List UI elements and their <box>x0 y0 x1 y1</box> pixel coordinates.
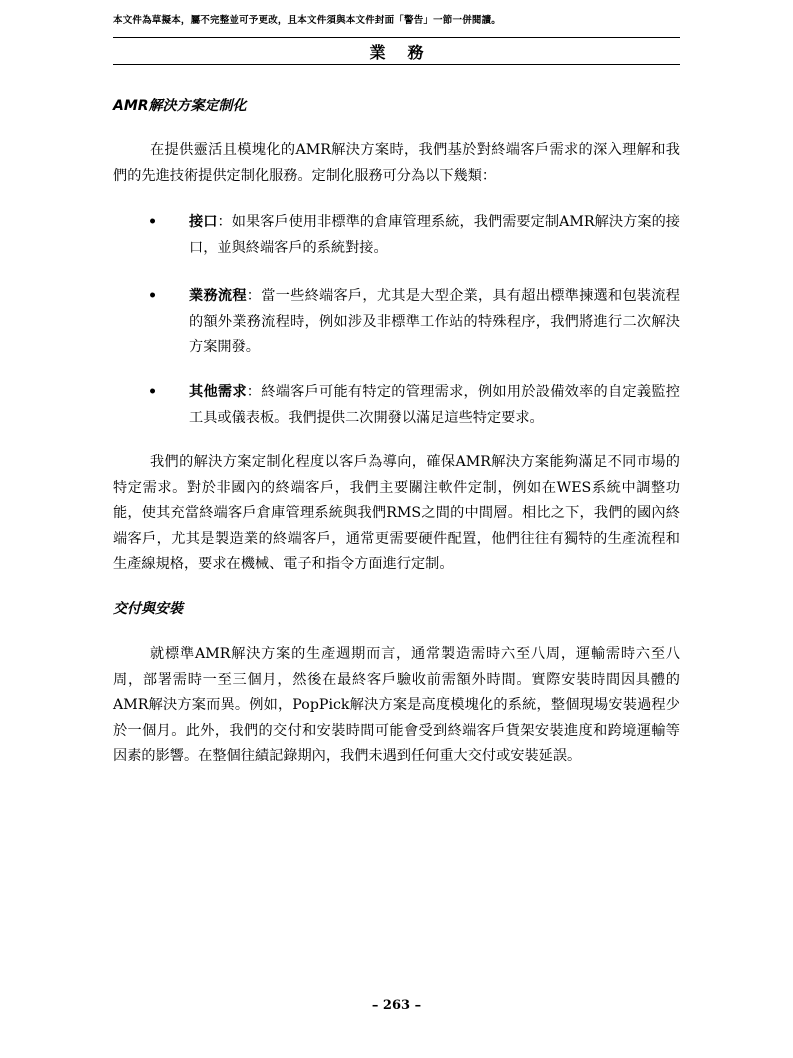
bullet-label: 其他需求 <box>189 384 247 400</box>
bullet-separator: ： <box>246 384 262 400</box>
bullet-body: 當一些終端客戶，尤其是大型企業，具有超出標準揀選和包裝流程的額外業務流程時，例如涉及非標準工作站的特殊程序，我們將進行二次解決方案開發。 <box>189 288 680 355</box>
heading-amr-customization: AMR解決方案定制化 <box>113 98 247 114</box>
header-bottom-rule <box>113 64 680 65</box>
bullet-text <box>189 284 680 361</box>
bullet-separator: ： <box>217 214 232 230</box>
paragraph-customization-intro: 在提供靈活且模塊化的AMR解決方案時，我們基於對終端客戶需求的深入理解和我們的先進技術提供定制化服務。定制化服務可分為以下幾類： <box>113 142 680 184</box>
bullet-marker: • <box>148 384 158 400</box>
bullet-separator: ： <box>246 288 262 304</box>
section-title: 業務 <box>369 43 446 62</box>
paragraph-delivery-installation: 就標準AMR解決方案的生產週期而言，通常製造需時六至八周，運輸需時六至八周，部署需時一至三個月，然後在最終客戶驗收前需額外時間。實際安裝時間因具體的AMR解決方案而異。例如，PopPick解決方案是高度模塊化的系統，整個現場安裝過程少於一個月。此外，我們的交付和安裝時間可能會受到終端客戶貨架安裝進度和跨境運輸等因素的影響。在整個往績記錄期內，我們未遇到任何重大交付或安裝延誤。 <box>113 646 680 764</box>
bullet-marker: • <box>148 214 158 230</box>
bullet-body: 終端客戶可能有特定的管理需求，例如用於設備效率的自定義監控工具或儀表板。我們提供二次開發以滿足這些特定要求。 <box>189 384 680 426</box>
bullet-body: 如果客戶使用非標準的倉庫管理系統，我們需要定制AMR解決方案的接口，並與終端客戶的系統對接。 <box>189 214 680 256</box>
paragraph-customization-closing: 我們的解決方案定制化程度以客戶為導向，確保AMR解決方案能夠滿足不同市場的特定需求。對於非國內的終端客戶，我們主要關注軟件定制，例如在WES系統中調整功能，使其充當終端客戶倉庫管理系統與我們RMS之間的中間層。相比之下，我們的國內終端客戶，尤其是製造業的終端客戶，通常更需要硬件配置，他們往往有獨特的生產流程和生產線規格，要求在機械、電子和指令方面進行定制。 <box>113 454 680 572</box>
heading-delivery-installation: 交付與安裝 <box>113 601 183 617</box>
bullet-text <box>189 380 680 431</box>
header-top-rule <box>113 37 680 38</box>
bullet-label: 業務流程 <box>189 288 247 304</box>
bullet-text <box>189 210 680 261</box>
page-number: – 263 – <box>371 998 422 1013</box>
bullet-label: 接口 <box>189 214 218 230</box>
bullet-marker: • <box>148 288 158 304</box>
draft-disclaimer: 本文件為草擬本，屬不完整並可予更改，且本文件須與本文件封面「警告」一節一併閱讀。 <box>113 15 502 26</box>
